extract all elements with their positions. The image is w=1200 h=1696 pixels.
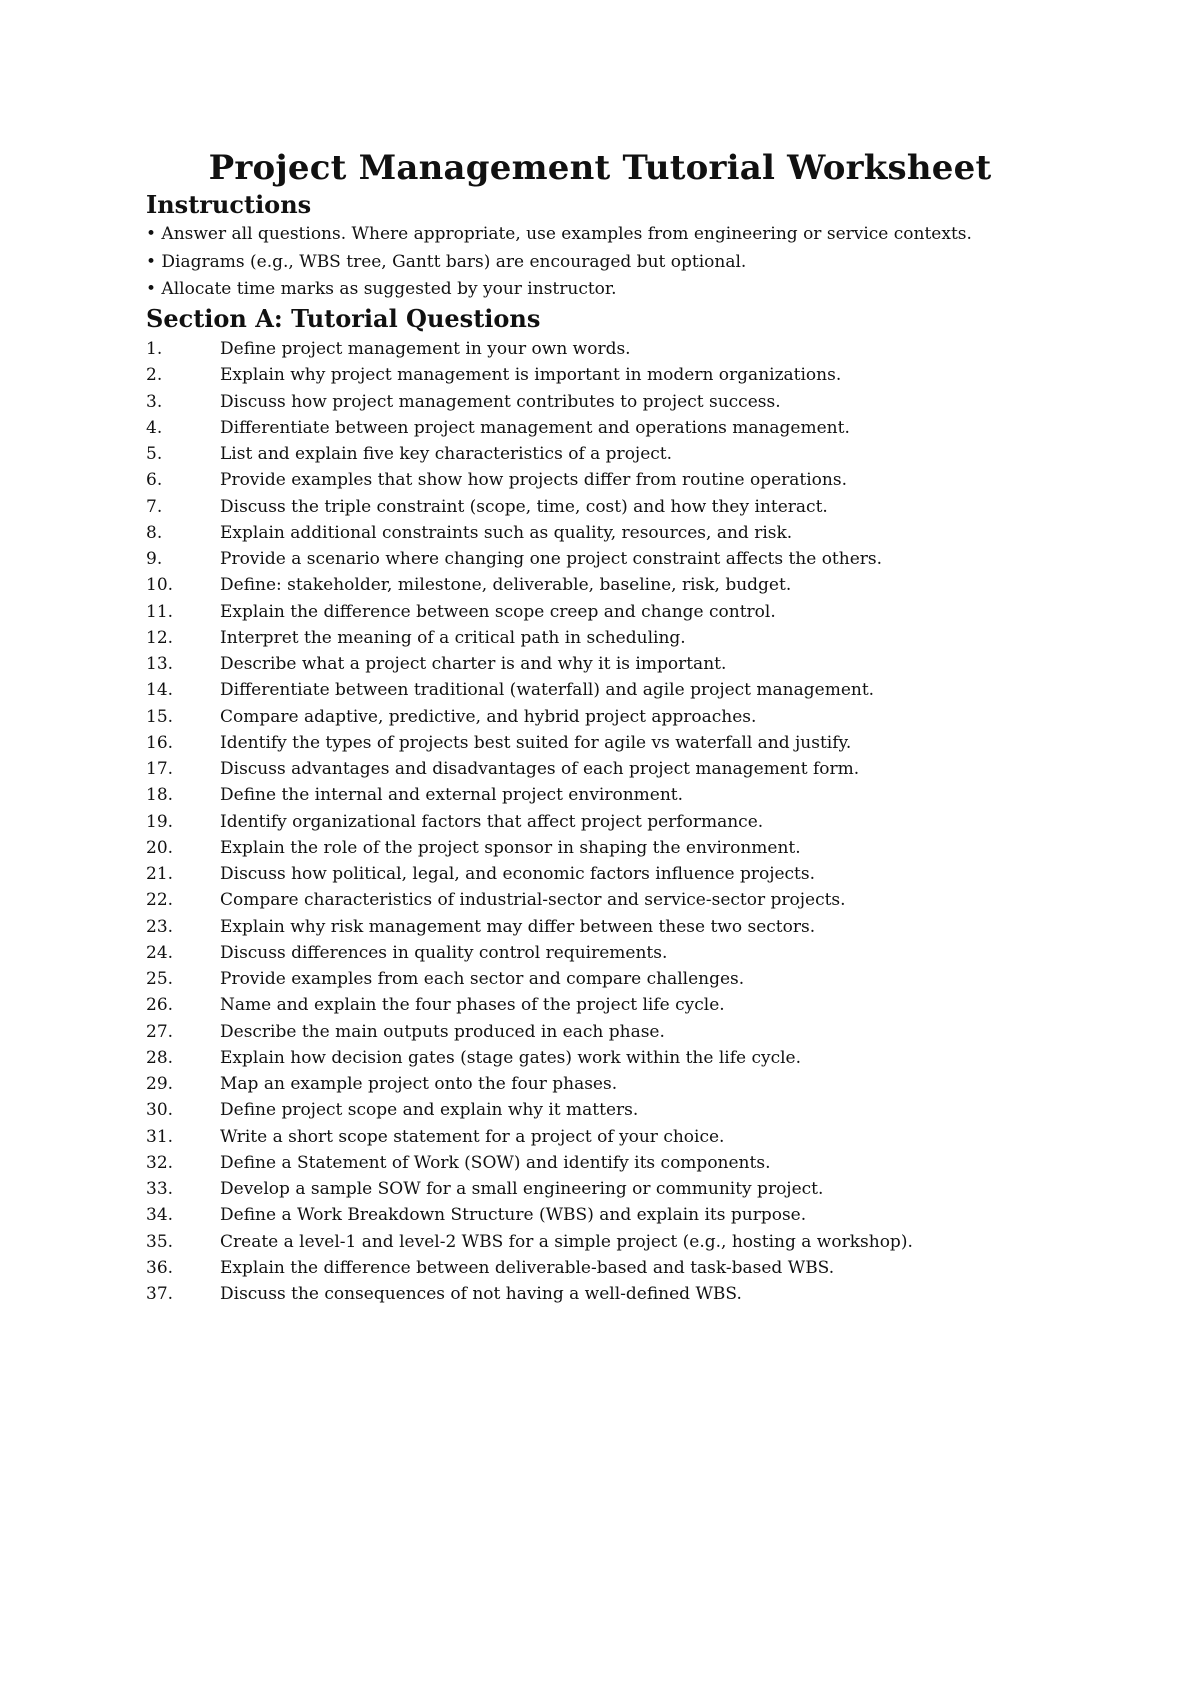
question-number: 4.	[146, 417, 163, 438]
question-text: Write a short scope statement for a project of your choice.	[220, 1126, 725, 1147]
question-number: 34.	[146, 1205, 174, 1226]
question-text: Discuss the triple constraint (scope, time, cost) and how they interact.	[220, 496, 828, 517]
question-text: Discuss advantages and disadvantages of each project management form.	[220, 759, 860, 779]
question-number: 12.	[146, 627, 174, 648]
question-number: 5.	[146, 444, 163, 464]
question-item	[146, 625, 1146, 651]
question-item	[146, 1045, 1146, 1071]
question-text: Define the internal and external project environment.	[220, 785, 684, 806]
question-item	[146, 336, 1146, 362]
question-number: 14.	[146, 680, 174, 701]
question-text: List and explain five key characteristics of a project.	[220, 444, 673, 464]
question-number: 20.	[146, 837, 174, 858]
question-text: Create a level-1 and level-2 WBS for a simple project (e.g., hosting a workshop).	[220, 1231, 913, 1252]
question-item	[146, 835, 1146, 861]
question-text: Identify organizational factors that affect project performance.	[220, 811, 764, 832]
question-text: Discuss how project management contributes to project success.	[220, 391, 781, 412]
question-text: Differentiate between traditional (waterfall) and agile project management.	[220, 680, 875, 701]
question-number: 6.	[146, 470, 163, 491]
question-text: Explain the difference between scope creep and change control.	[220, 601, 776, 622]
question-number: 35.	[146, 1231, 174, 1252]
question-item	[146, 887, 1146, 913]
question-text: Define a Work Breakdown Structure (WBS) and explain its purpose.	[220, 1205, 807, 1226]
question-number: 29.	[146, 1074, 174, 1094]
question-item	[146, 1019, 1146, 1045]
question-number: 18.	[146, 785, 174, 806]
question-list	[146, 336, 1146, 1307]
question-number: 15.	[146, 706, 174, 727]
question-text: Explain the difference between deliverable-based and task-based WBS.	[220, 1257, 835, 1278]
question-number: 25.	[146, 969, 174, 989]
question-number: 11.	[146, 601, 174, 622]
question-item	[146, 520, 1146, 546]
question-item	[146, 940, 1146, 966]
question-text: Interpret the meaning of a critical path in scheduling.	[220, 627, 686, 648]
question-item	[146, 362, 1146, 388]
question-number: 9.	[146, 549, 163, 569]
question-number: 37.	[146, 1284, 174, 1304]
page-title: Project Management Tutorial Worksheet	[208, 148, 992, 188]
question-text: Discuss the consequences of not having a well-defined WBS.	[220, 1284, 742, 1304]
question-text: Explain how decision gates (stage gates) work within the life cycle.	[220, 1047, 802, 1068]
question-number: 10.	[146, 575, 174, 596]
question-text: Discuss how political, legal, and economic factors influence projects.	[220, 864, 816, 884]
question-item	[146, 756, 1146, 782]
question-number: 24.	[146, 942, 174, 963]
question-number: 2.	[146, 365, 163, 386]
question-item	[146, 914, 1146, 940]
question-text: Name and explain the four phases of the project life cycle.	[220, 995, 725, 1016]
question-item	[146, 730, 1146, 756]
question-item	[146, 1071, 1146, 1097]
question-number: 31.	[146, 1126, 174, 1147]
question-item	[146, 1176, 1146, 1202]
question-text: Provide a scenario where changing one project constraint affects the others.	[220, 549, 883, 569]
question-text: Provide examples that show how projects differ from routine operations.	[220, 470, 847, 491]
question-text: Define: stakeholder, milestone, deliverable, baseline, risk, budget.	[220, 575, 792, 596]
question-number: 3.	[146, 391, 163, 412]
question-number: 1.	[146, 339, 163, 359]
question-text: Describe the main outputs produced in each phase.	[220, 1021, 665, 1042]
question-item	[146, 1150, 1146, 1176]
question-text: Develop a sample SOW for a small engineering or community project.	[220, 1179, 824, 1199]
question-text: Compare adaptive, predictive, and hybrid project approaches.	[220, 706, 757, 727]
question-item	[146, 1281, 1146, 1307]
question-number: 28.	[146, 1047, 174, 1068]
question-text: Compare characteristics of industrial-sector and service-sector projects.	[220, 890, 846, 911]
question-number: 27.	[146, 1021, 174, 1042]
question-item	[146, 599, 1146, 625]
question-text: Describe what a project charter is and why it is important.	[220, 654, 727, 674]
question-item	[146, 572, 1146, 598]
question-item	[146, 992, 1146, 1018]
question-text: Map an example project onto the four phases.	[220, 1074, 618, 1094]
question-number: 7.	[146, 496, 163, 517]
question-number: 30.	[146, 1100, 174, 1121]
question-number: 13.	[146, 654, 174, 674]
question-text: Discuss differences in quality control requirements.	[220, 942, 668, 963]
question-number: 33.	[146, 1179, 174, 1199]
question-item	[146, 651, 1146, 677]
question-item	[146, 704, 1146, 730]
question-text: Define project scope and explain why it matters.	[220, 1100, 639, 1121]
question-item	[146, 809, 1146, 835]
instruction-bullet: • Diagrams (e.g., WBS tree, Gantt bars) are encouraged but optional.	[146, 251, 747, 272]
question-item	[146, 782, 1146, 808]
question-number: 22.	[146, 890, 174, 911]
question-item	[146, 546, 1146, 572]
instruction-bullet: • Answer all questions. Where appropriate, use examples from engineering or service contexts.	[146, 224, 972, 244]
question-item	[146, 966, 1146, 992]
question-number: 23.	[146, 916, 174, 937]
question-item	[146, 1097, 1146, 1123]
question-number: 26.	[146, 995, 174, 1016]
question-item	[146, 1124, 1146, 1150]
question-number: 21.	[146, 864, 174, 884]
question-number: 36.	[146, 1257, 174, 1278]
question-item	[146, 1229, 1146, 1255]
question-text: Differentiate between project management and operations management.	[220, 417, 850, 438]
instruction-bullet: • Allocate time marks as suggested by your instructor.	[146, 279, 617, 299]
question-item	[146, 494, 1146, 520]
question-text: Define project management in your own words.	[220, 339, 631, 359]
question-text: Explain additional constraints such as quality, resources, and risk.	[220, 522, 793, 543]
question-item	[146, 1255, 1146, 1281]
question-number: 32.	[146, 1152, 174, 1173]
question-text: Explain why risk management may differ between these two sectors.	[220, 916, 816, 937]
question-text: Provide examples from each sector and compare challenges.	[220, 969, 745, 989]
question-number: 16.	[146, 732, 174, 753]
question-text: Explain why project management is important in modern organizations.	[220, 365, 842, 386]
question-item	[146, 861, 1146, 887]
section-a-heading: Section A: Tutorial Questions	[146, 304, 541, 333]
question-number: 17.	[146, 759, 174, 779]
instructions-heading: Instructions	[146, 190, 312, 219]
question-item	[146, 415, 1146, 441]
instructions-list	[146, 221, 972, 304]
question-text: Explain the role of the project sponsor in shaping the environment.	[220, 837, 801, 858]
question-number: 8.	[146, 522, 163, 543]
question-item	[146, 677, 1146, 703]
question-text: Identify the types of projects best suited for agile vs waterfall and justify.	[220, 732, 852, 753]
question-item	[146, 467, 1146, 493]
question-item	[146, 1202, 1146, 1228]
question-item	[146, 389, 1146, 415]
question-text: Define a Statement of Work (SOW) and identify its components.	[220, 1152, 771, 1173]
question-item	[146, 441, 1146, 467]
question-number: 19.	[146, 811, 174, 832]
